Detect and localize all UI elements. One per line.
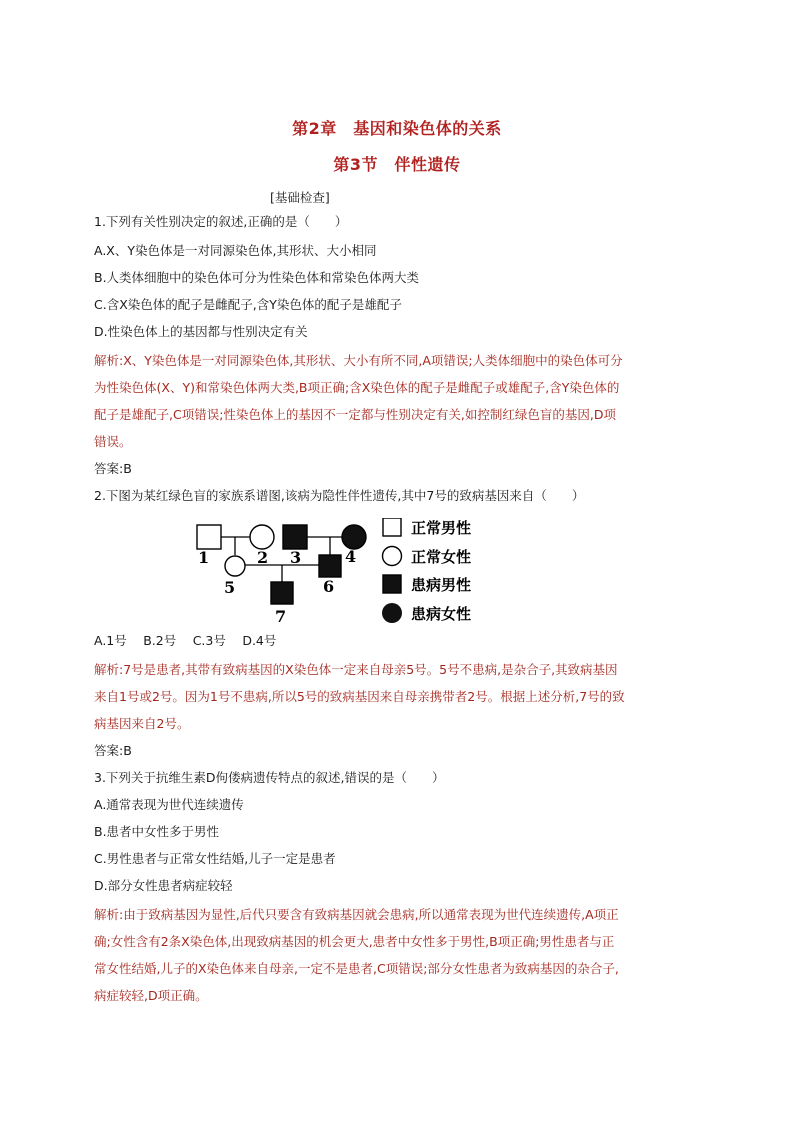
individual-5-normal-female [225,556,245,576]
pedigree-chart [188,518,498,628]
individual-2-normal-female [250,525,274,549]
q1-stem: 1.下列有关性别决定的叙述,正确的是（ ） [94,214,348,229]
q1-answer: 答案:B [94,461,132,476]
legend-affected-male: 患病男性 [411,576,472,594]
label-2: 2 [257,548,269,567]
q1-option-a: A.X、Y染色体是一对同源染色体,其形状、大小相同 [94,243,377,258]
individual-1-normal-male [197,525,221,549]
chapter-title: 第2章 基因和染色体的关系 [292,119,502,138]
q1-analysis-line: 配子是雄配子,C项错误;性染色体上的基因不一定都与性别决定有关,如控制红绿色盲的基因,D项 [94,407,616,422]
q1-option-b: B.人类体细胞中的染色体可分为性染色体和常染色体两大类 [94,270,420,285]
q2-stem: 2.下图为某红绿色盲的家族系谱图,该病为隐性伴性遗传,其中7号的致病基因来自（ ） [94,488,585,503]
q1-analysis-line: 解析:X、Y染色体是一对同源染色体,其形状、大小有所不同,A项错误;人类体细胞中的染色体可分 [94,353,623,368]
legend-normal-male: 正常男性 [411,519,472,537]
q3-analysis-line: 解析:由于致病基因为显性,后代只要含有致病基因就会患病,所以通常表现为世代连续遗传,A项正 [94,907,619,922]
q2-analysis-line: 解析:7号是患者,其带有致病基因的X染色体一定来自母亲5号。5号不患病,是杂合子,其致病基因 [94,662,618,677]
label-5: 5 [224,578,236,597]
q2-answer: 答案:B [94,743,132,758]
q2-analysis-line: 病基因来自2号。 [94,716,190,731]
q3-option-a: A.通常表现为世代连续遗传 [94,797,244,812]
individual-6-affected-male [319,555,341,577]
label-3: 3 [290,548,302,567]
q3-analysis-line: 常女性结婚,儿子的X染色体来自母亲,一定不是患者,C项错误;部分女性患者为致病基因的杂合子, [94,961,619,976]
label-1: 1 [198,548,210,567]
individual-3-affected-male [283,525,307,549]
q3-option-b: B.患者中女性多于男性 [94,824,220,839]
label-4: 4 [345,547,357,566]
q3-analysis-line: 确;女性含有2条X染色体,出现致病基因的机会更大,患者中女性多于男性,B项正确;男性患者与正 [94,934,615,949]
q2-options: A.1号 B.2号 C.3号 D.4号 [94,633,277,648]
q3-option-c: C.男性患者与正常女性结婚,儿子一定是患者 [94,851,336,866]
legend-affected-female: 患病女性 [411,605,472,623]
label-7: 7 [275,607,287,626]
legend-affected-male-icon [383,575,401,593]
section-label: [基础检查] [270,190,330,205]
q1-option-c: C.含X染色体的配子是雌配子,含Y染色体的配子是雄配子 [94,297,402,312]
q1-analysis-line: 为性染色体(X、Y)和常染色体两大类,B项正确;含X染色体的配子是雌配子或雄配子,含Y染色体的 [94,380,620,395]
legend-normal-female-icon [383,547,402,566]
legend-normal-female: 正常女性 [411,548,472,566]
q3-option-d: D.部分女性患者病症较轻 [94,878,233,893]
label-6: 6 [323,577,335,596]
q1-analysis-line: 错误。 [94,434,132,449]
q2-analysis-line: 来自1号或2号。因为1号不患病,所以5号的致病基因来自母亲携带者2号。根据上述分析,7号的致 [94,689,625,704]
individual-4-affected-female [342,525,366,549]
individual-7-affected-male [271,582,293,604]
q3-analysis-line: 病症较轻,D项正确。 [94,988,208,1003]
legend-affected-female-icon [382,603,402,623]
legend-normal-male-icon [383,518,401,536]
q1-option-d: D.性染色体上的基因都与性别决定有关 [94,324,308,339]
q3-stem: 3.下列关于抗维生素D佝偻病遗传特点的叙述,错误的是（ ） [94,770,445,785]
section-title: 第3节 伴性遗传 [333,155,461,174]
